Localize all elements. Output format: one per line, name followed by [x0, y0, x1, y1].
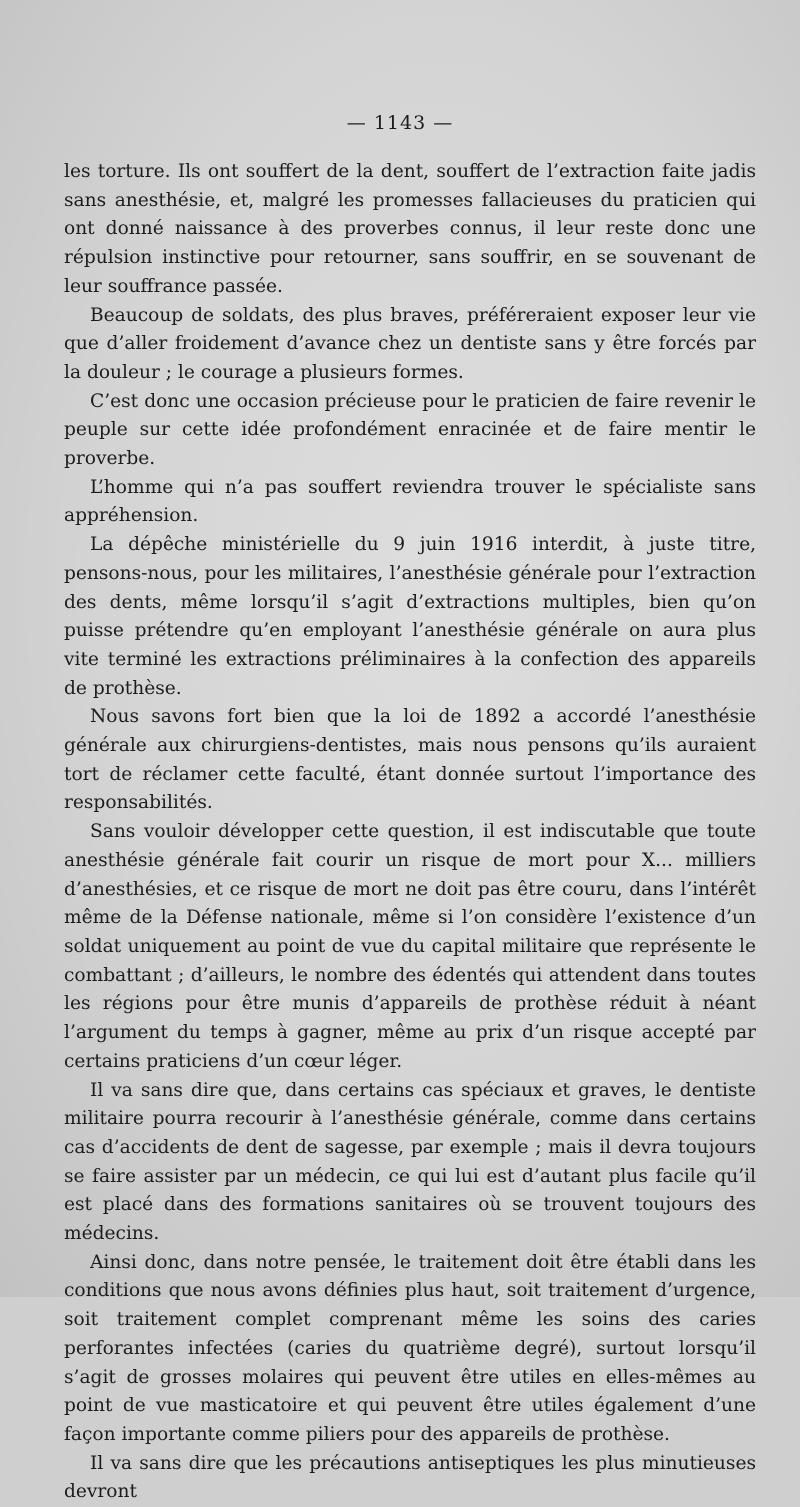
- body-text: [64, 158, 756, 1507]
- paragraph: Nous savons fort bien que la loi de 1892 a accordé l’anesthésie générale aux chirurgiens-dentistes, mais nous pensons qu’ils auraient tort de réclamer cette faculté, étant donnée surtout l’importance des responsabilités.: [64, 706, 756, 814]
- paragraph-continues: Il va sans dire que les précautions antiseptiques les plus minutieuses devront: [64, 1452, 756, 1503]
- paragraph: L’homme qui n’a pas souffert reviendra trouver le spécialiste sans appréhension.: [64, 476, 756, 527]
- paragraph: Sans vouloir développer cette question, il est indiscutable que toute anesthésie générale fait courir un risque de mort pour X... milliers d’anesthésies, et ce risque de mort ne doit pas être couru, dans l’intérêt même de la Défense nationale, même si l’on considère l’existence d’un soldat uniquement au point de vue du capital militaire que représente le combattant ; d’ailleurs, le nombre des édentés qui attendent dans toutes les régions pour être munis d’appareils de prothèse réduit à néant l’argument du temps à gagner, même au prix d’un risque accepté par certains praticiens d’un cœur léger.: [64, 821, 756, 1072]
- page-number: — 1143 —: [346, 112, 454, 134]
- paragraph: Il va sans dire que, dans certains cas spéciaux et graves, le dentiste militaire pourra recourir à l’anesthésie générale, comme dans certains cas d’accidents de dent de sagesse, par exemple ; mais il devra toujours se faire assister par un médecin, ce qui lui est d’autant plus facile qu’il est placé dans des formations sanitaires où se trouvent toujours des médecins.: [64, 1079, 756, 1245]
- paragraph: La dépêche ministérielle du 9 juin 1916 interdit, à juste titre, pensons-nous, pour les militaires, l’anesthésie générale pour l’extraction des dents, même lorsqu’il s’agit d’extractions multiples, bien qu’on puisse prétendre qu’en employant l’anesthésie générale on aura plus vite terminé les extractions préliminaires à la confection des appareils de prothèse.: [64, 534, 756, 699]
- paragraph: Beaucoup de soldats, des plus braves, préféreraient exposer leur vie que d’aller froidement d’avance chez un dentiste sans y être forcés par la douleur ; le courage a plusieurs formes.: [64, 304, 756, 383]
- paragraph: Ainsi donc, dans notre pensée, le traitement doit être établi dans les conditions que nous avons définies plus haut, soit traitement d’urgence, soit traitement complet comprenant même les soins des caries perforantes infectées (caries du quatrième degré), surtout lorsqu’il s’agit de grosses molaires qui peuvent être utiles en elles-mêmes au point de vue masticatoire et qui peuvent être utiles également d’une façon importante comme piliers pour des appareils de prothèse.: [64, 1251, 756, 1445]
- paragraph-continued: les torture. Ils ont souffert de la dent, souffert de l’extraction faite jadis sans anesthésie, et, malgré les promesses fallacieuses du praticien qui ont donné naissance à des proverbes connus, il leur reste donc une répulsion instinctive pour retourner, sans souffrir, en se souvenant de leur souffrance passée.: [64, 161, 756, 297]
- paragraph: C’est donc une occasion précieuse pour le praticien de faire revenir le peuple sur cette idée profondément enracinée et de faire mentir le proverbe.: [64, 390, 756, 470]
